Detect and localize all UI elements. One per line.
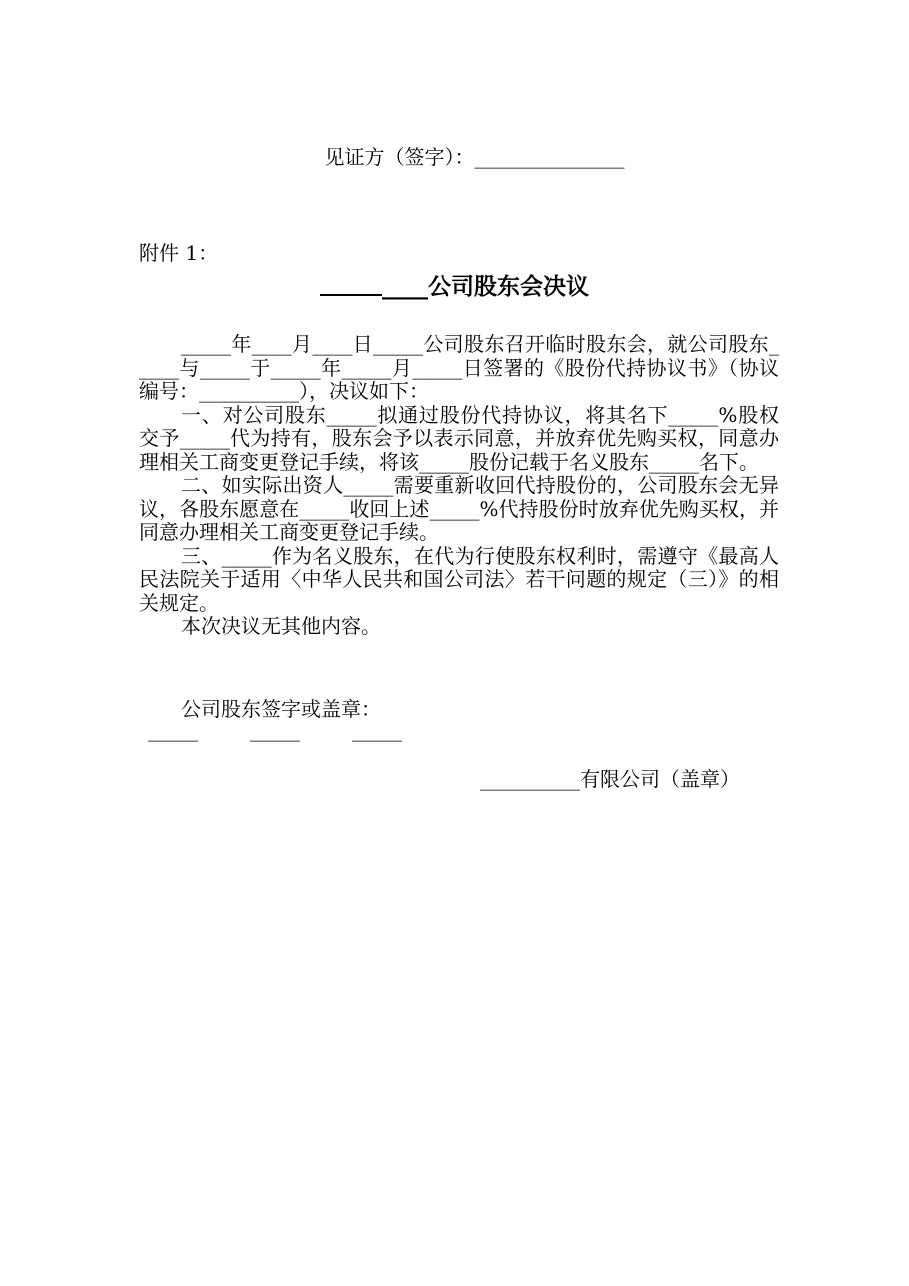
witness-signature-line: 见证方（签字）：_______________ [324, 145, 625, 169]
shareholder-signature-blanks [148, 718, 402, 742]
company-seal-line: __________有限公司（盖章） [480, 767, 740, 791]
document-title [0, 268, 909, 301]
shareholder-signature-label: 公司股东签字或盖章： [181, 697, 381, 721]
resolution-item-1: 一、对公司股东_____拟通过股份代持协议，将其名下_____%股权交予_____代为持有，股东会予以表示同意，并放弃优先购买权，同意办理相关工商变更登记手续，将该_____股份记载于名义股东_____名下。 [139, 402, 779, 474]
signature-blank: _____ [250, 718, 300, 742]
resolution-closing: 本次决议无其他内容。 [181, 614, 381, 638]
title-company-blank [320, 274, 382, 296]
title-text: ____公司股东会决议 [382, 274, 589, 300]
signature-blank: _____ [148, 718, 198, 742]
attachment-label: 附件 1： [139, 241, 219, 265]
resolution-item-3: 三、_____作为名义股东，在代为行使股东权利时，需遵守《最高人民法院关于适用〈中华人民共和国公司法〉若干问题的规定（三）》的相关规定。 [139, 543, 779, 615]
signature-blank: _____ [352, 718, 402, 742]
resolution-intro-paragraph: _____年____月____日_____公司股东召开临时股东会，就公司股东_____与_____于_____年_____月_____日签署的《股份代持协议书》（协议编号：__________），决议如下： [139, 332, 779, 403]
resolution-item-2: 二、如实际出资人_____需要重新收回代持股份的，公司股东会无异议，各股东愿意在_____收回上述_____%代持股份时放弃优先购买权，并同意办理相关工商变更登记手续。 [139, 473, 779, 544]
resolution-body [139, 333, 779, 639]
